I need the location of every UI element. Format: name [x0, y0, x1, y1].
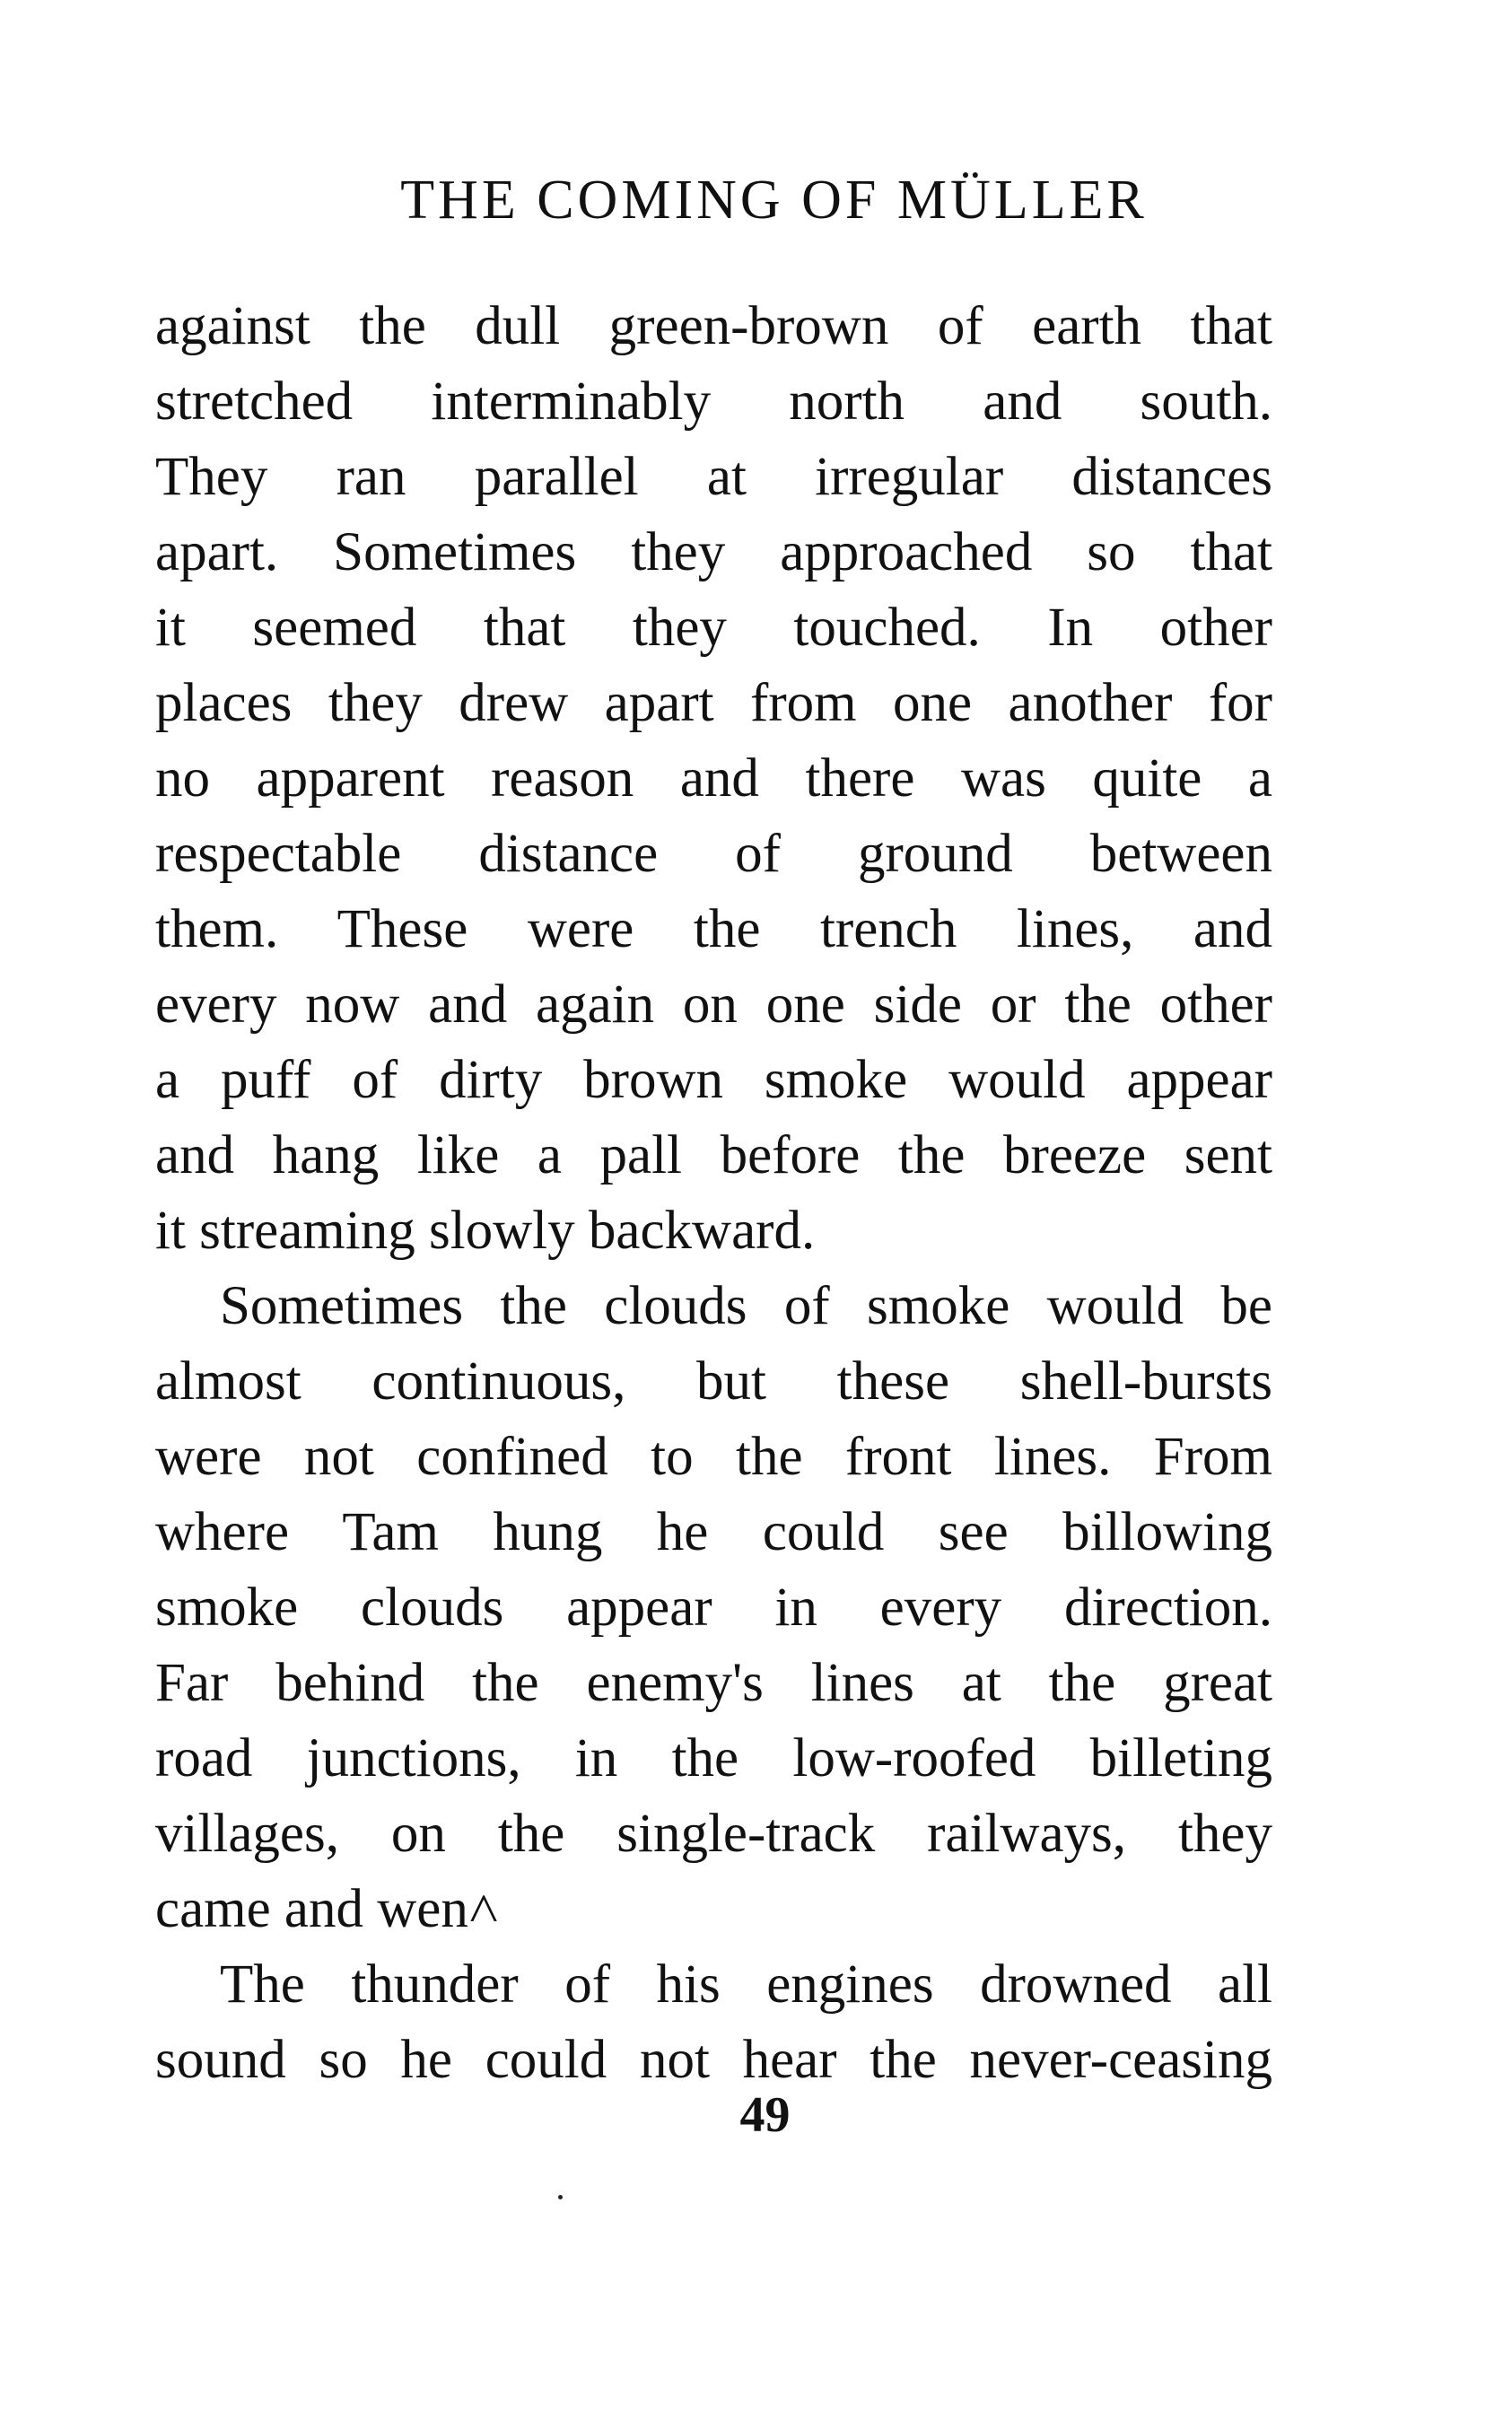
text-line: Sometimes the clouds of smoke would be — [220, 1276, 1272, 1336]
text-line: against the dull green-brown of earth that — [155, 296, 1272, 356]
text-line: where Tam hung he could see billowing — [155, 1502, 1272, 1562]
text-line: a puff of dirty brown smoke would appear — [155, 1050, 1272, 1110]
text-line: them. These were the trench lines, and — [155, 899, 1272, 959]
running-title: THE COMING OF MÜLLER — [400, 170, 1148, 231]
text-line: Far behind the enemy's lines at the great — [155, 1653, 1272, 1713]
text-line: sound so he could not hear the never-ceasing — [155, 2030, 1272, 2090]
text-line: it seemed that they touched. In other — [155, 598, 1272, 658]
text-line: places they drew apart from one another for — [155, 673, 1272, 733]
text-line: villages, on the single-track railways, they — [155, 1804, 1272, 1864]
text-line: came and wen˄ — [155, 1879, 500, 1939]
text-line: smoke clouds appear in every direction. — [155, 1578, 1272, 1638]
text-line: were not confined to the front lines. From — [155, 1427, 1272, 1487]
text-line: every now and again on one side or the other — [155, 975, 1272, 1035]
text-line: The thunder of his engines drowned all — [220, 1954, 1272, 2015]
text-line: They ran parallel at irregular distances — [155, 447, 1272, 507]
text-line: it streaming slowly backward. — [155, 1201, 816, 1261]
text-line: and hang like a pall before the breeze sent — [155, 1125, 1272, 1185]
text-line: apart. Sometimes they approached so that — [155, 522, 1272, 582]
page-number: 49 — [739, 2087, 791, 2143]
text-line: stretched interminably north and south. — [155, 372, 1272, 432]
text-line: respectable distance of ground between — [155, 824, 1272, 884]
body-text — [155, 289, 1272, 2098]
text-line: road junctions, in the low-roofed billeting — [155, 1728, 1272, 1788]
text-line: no apparent reason and there was quite a — [155, 748, 1272, 809]
print-speck — [558, 2195, 563, 2199]
text-line: almost continuous, but these shell-bursts — [155, 1351, 1272, 1412]
